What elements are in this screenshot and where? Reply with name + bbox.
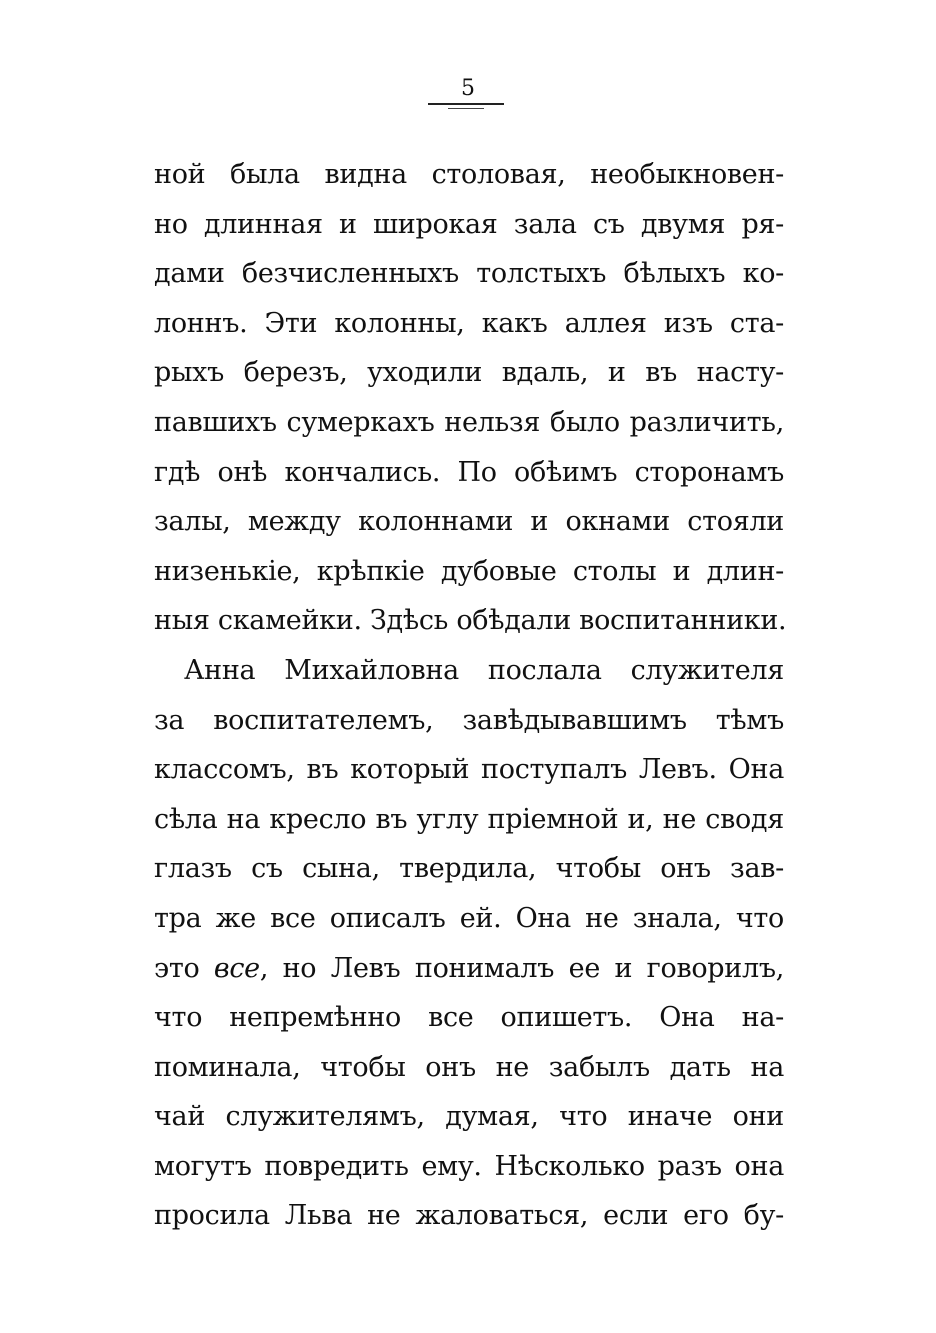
text-line: глазъ съ сына, твердила, чтобы онъ зав- bbox=[154, 853, 784, 885]
text-line: Анна Михайловна послала служителя bbox=[184, 654, 784, 686]
text-line: тра же все описалъ ей. Она не знала, что bbox=[154, 902, 784, 934]
text-line: низенькіе, крѣпкіе дубовые столы и длин- bbox=[154, 555, 784, 587]
text-line: рыхъ березъ, уходили вдаль, и въ насту- bbox=[154, 357, 784, 389]
text-line: сѣла на кресло въ углу пріемной и, не сводя bbox=[154, 803, 784, 835]
text-line: что непремѣнно все опишетъ. Она на- bbox=[154, 1002, 784, 1034]
text-line: классомъ, въ который поступалъ Левъ. Она bbox=[154, 754, 784, 786]
text-line: павшихъ сумеркахъ нельзя было различить, bbox=[154, 406, 784, 438]
text-line-with-italic: это все, но Левъ понималъ ее и говорилъ, bbox=[154, 952, 784, 984]
text-line: ной была видна столовая, необыкновен- bbox=[154, 159, 784, 190]
text-line: лоннъ. Эти колонны, какъ аллея изъ ста- bbox=[154, 307, 784, 339]
text-line: поминала, чтобы онъ не забылъ дать на bbox=[154, 1051, 784, 1083]
italic-word: все bbox=[213, 952, 260, 984]
page-number-rule bbox=[428, 103, 504, 105]
text-line: дами безчисленныхъ толстыхъ бѣлыхъ ко- bbox=[154, 258, 784, 290]
text-line: но длинная и широкая зала съ двумя ря- bbox=[154, 208, 784, 240]
text-line: залы, между колоннами и окнами стояли bbox=[154, 506, 784, 538]
text-line: за воспитателемъ, завѣдывавшимъ тѣмъ bbox=[154, 704, 784, 736]
text-line: чай служителямъ, думая, что иначе они bbox=[154, 1101, 784, 1133]
page-number-rule-secondary bbox=[448, 108, 484, 109]
page-number: 5 bbox=[461, 76, 475, 101]
text-line: ныя скамейки. Здѣсь обѣдали воспитанники. bbox=[154, 605, 787, 637]
body-text bbox=[154, 150, 787, 1241]
text-line: просила Льва не жаловаться, если его бу- bbox=[154, 1200, 784, 1232]
text-line: гдѣ онѣ кончались. По обѣимъ сторонамъ bbox=[154, 456, 784, 488]
text-line: могутъ повредить ему. Нѣсколько разъ она bbox=[154, 1150, 784, 1182]
